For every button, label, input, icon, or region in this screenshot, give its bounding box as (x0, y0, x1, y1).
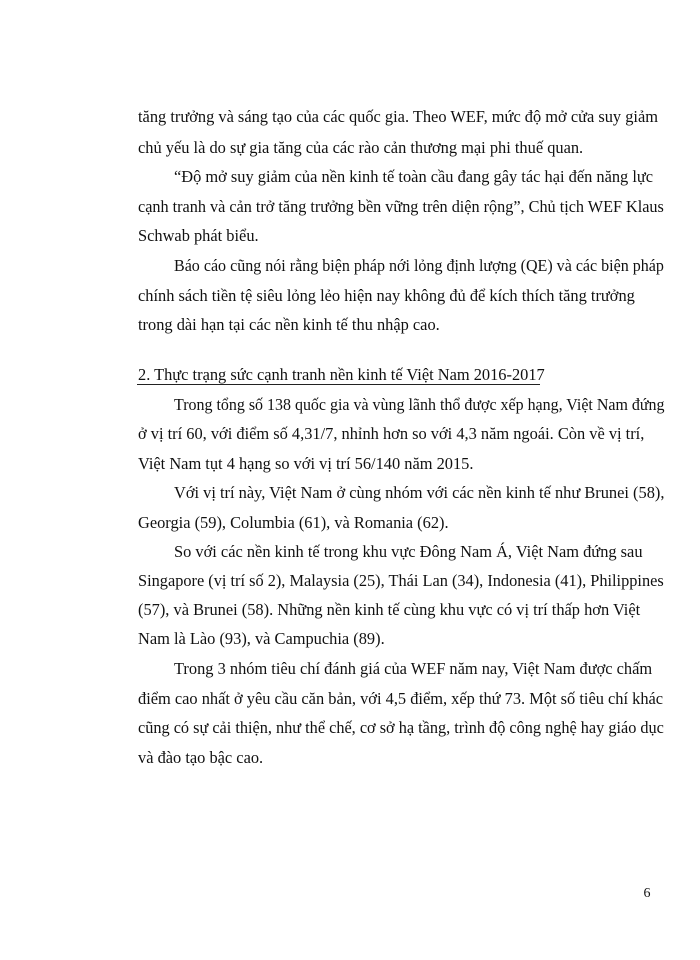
text-line-content: Georgia (59), Columbia (61), và Romania (62). (138, 513, 449, 532)
text-line (0, 450, 700, 478)
text-line-content: trong dài hạn tại các nền kinh tế thu nhập cao. (138, 315, 440, 334)
text-line (0, 311, 700, 339)
text-line (0, 252, 700, 280)
text-line (0, 134, 700, 162)
section-heading-underline (137, 384, 540, 385)
text-line-content: (57), và Brunei (58). Những nền kinh tế cùng khu vực có vị trí thấp hơn Việt (138, 600, 641, 619)
text-line (0, 685, 700, 713)
text-line (0, 714, 700, 742)
text-line-content: “Độ mở suy giảm của nền kinh tế toàn cầu đang gây tác hại đến năng lực (174, 167, 654, 186)
text-line (0, 538, 700, 566)
text-line (0, 479, 700, 507)
text-line-content: Singapore (vị trí số 2), Malaysia (25), Thái Lan (34), Indonesia (41), Philippines (138, 571, 664, 590)
text-line-content: Trong tổng số 138 quốc gia và vùng lãnh thổ được xếp hạng, Việt Nam đứng (174, 395, 665, 414)
text-line (0, 655, 700, 683)
text-line-content: Báo cáo cũng nói rằng biện pháp nới lỏng định lượng (QE) và các biện pháp (174, 256, 664, 275)
text-line (0, 625, 700, 653)
text-line-content: Nam là Lào (93), và Campuchia (89). (138, 629, 385, 648)
text-line (0, 744, 700, 772)
text-line-content: Với vị trí này, Việt Nam ở cùng nhóm với các nền kinh tế như Brunei (58), (174, 483, 665, 502)
text-line-content: Schwab phát biểu. (138, 226, 259, 245)
text-line-content: chủ yếu là do sự gia tăng của các rào cản thương mại phi thuế quan. (138, 138, 584, 157)
text-line-content: tăng trưởng và sáng tạo của các quốc gia. Theo WEF, mức độ mở cửa suy giảm (138, 107, 658, 126)
text-line (0, 391, 700, 419)
text-line-content: Trong 3 nhóm tiêu chí đánh giá của WEF năm nay, Việt Nam được chấm (174, 659, 653, 678)
text-line (0, 163, 700, 191)
text-line (0, 282, 700, 310)
text-line-content: cạnh tranh và cản trở tăng trưởng bền vững trên diện rộng”, Chủ tịch WEF Klaus (138, 197, 664, 216)
text-line (0, 103, 700, 131)
text-line (0, 567, 700, 595)
text-line (0, 222, 700, 250)
text-line-content: điểm cao nhất ở yêu cầu căn bản, với 4,5 điểm, xếp thứ 73. Một số tiêu chí khác (138, 689, 664, 708)
text-line-content: ở vị trí 60, với điểm số 4,31/7, nhỉnh hơn so với 4,3 năm ngoái. Còn về vị trí, (138, 424, 645, 443)
text-line (0, 193, 700, 221)
text-line (0, 420, 700, 448)
text-line-content: chính sách tiền tệ siêu lỏng lẻo hiện nay không đủ để kích thích tăng trưởng (138, 286, 635, 305)
text-line-content: So với các nền kinh tế trong khu vực Đông Nam Á, Việt Nam đứng sau (174, 542, 643, 561)
text-line-content: Việt Nam tụt 4 hạng so với vị trí 56/140 năm 2015. (138, 454, 474, 473)
text-line (0, 596, 700, 624)
text-line-content: và đào tạo bậc cao. (138, 748, 264, 767)
text-line (0, 509, 700, 537)
page-number: 6 (643, 886, 651, 901)
text-line-content: cũng có sự cải thiện, như thể chế, cơ sở hạ tầng, trình độ công nghệ hay giáo dục (138, 718, 664, 737)
section-heading-text: 2. Thực trạng sức cạnh tranh nền kinh tế Việt Nam 2016-2017 (138, 365, 545, 384)
